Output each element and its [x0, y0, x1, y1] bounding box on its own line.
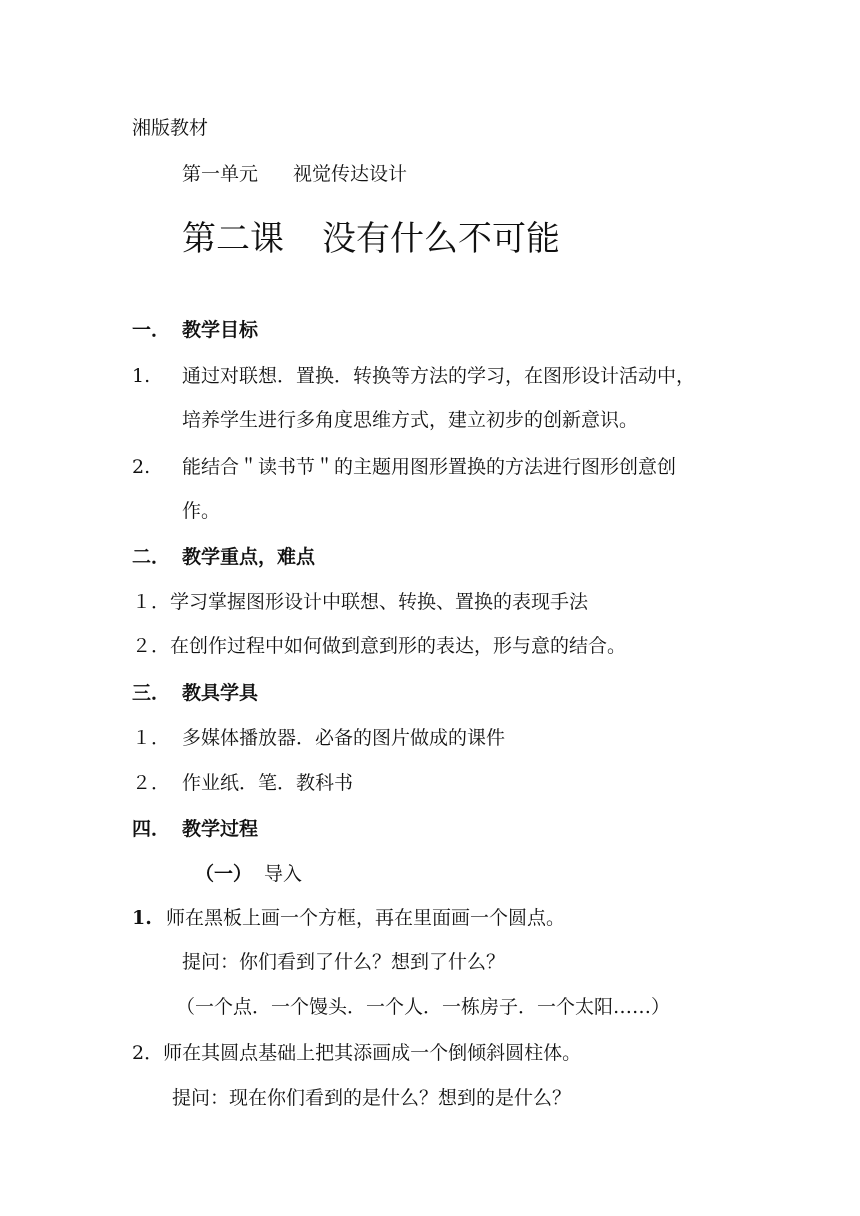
publisher-label: 湘版教材 [132, 117, 209, 139]
key-point-2: ２．在创作过程中如何做到意到形的表达，形与意的结合。 [132, 635, 627, 657]
objective-2-line-1: 能结合＂读书节＂的主题用图形置换的方法进行图形创意创 [182, 456, 677, 478]
section-4-heading: 教学过程 [182, 818, 259, 840]
tool-1-text: 多媒体播放器．必备的图片做成的课件 [182, 727, 506, 749]
objective-1-line-2: 培养学生进行多角度思维方式，建立初步的创新意识。 [182, 409, 639, 431]
section-2-number: 二． [132, 546, 171, 568]
step-1-text: 师在黑板上画一个方框，再在里面画一个圆点。 [166, 907, 566, 929]
lesson-number: 第二课 [182, 219, 284, 259]
section-3-heading: 教具学具 [182, 682, 259, 704]
section-4-number: 四． [132, 818, 171, 840]
section-1-number: 一． [132, 319, 171, 341]
section-1-heading: 教学目标 [182, 319, 259, 341]
objective-2-line-2: 作。 [182, 500, 221, 522]
lesson-title: 没有什么不可能 [322, 219, 560, 259]
unit-name: 视觉传达设计 [293, 163, 408, 185]
tool-2-text: 作业纸．笔．教科书 [182, 772, 354, 794]
objective-1-number: 1. [132, 365, 151, 387]
answer-1: （一个点．一个馒头．一个人．一栋房子．一个太阳……） [176, 996, 671, 1018]
objective-1-line-1: 通过对联想．置换．转换等方法的学习，在图形设计活动中， [182, 365, 696, 387]
question-1: 提问：你们看到了什么？想到了什么？ [182, 951, 506, 973]
section-3-number: 三． [132, 682, 171, 704]
question-2: 提问：现在你们看到的是什么？想到的是什么？ [172, 1087, 572, 1109]
section-2-heading: 教学重点，难点 [182, 546, 316, 568]
tool-1-number: １． [132, 727, 171, 749]
tool-2-number: ２． [132, 772, 171, 794]
subsection-1-number: （一） [195, 863, 253, 885]
objective-2-number: 2. [132, 456, 151, 478]
subsection-1-title: 导入 [264, 863, 303, 885]
step-1-number: 1. [132, 907, 152, 929]
key-point-1: １．学习掌握图形设计中联想、转换、置换的表现手法 [132, 591, 589, 613]
step-2-text: 2．师在其圆点基础上把其添画成一个倒倾斜圆柱体。 [132, 1042, 582, 1064]
unit-number: 第一单元 [182, 163, 259, 185]
